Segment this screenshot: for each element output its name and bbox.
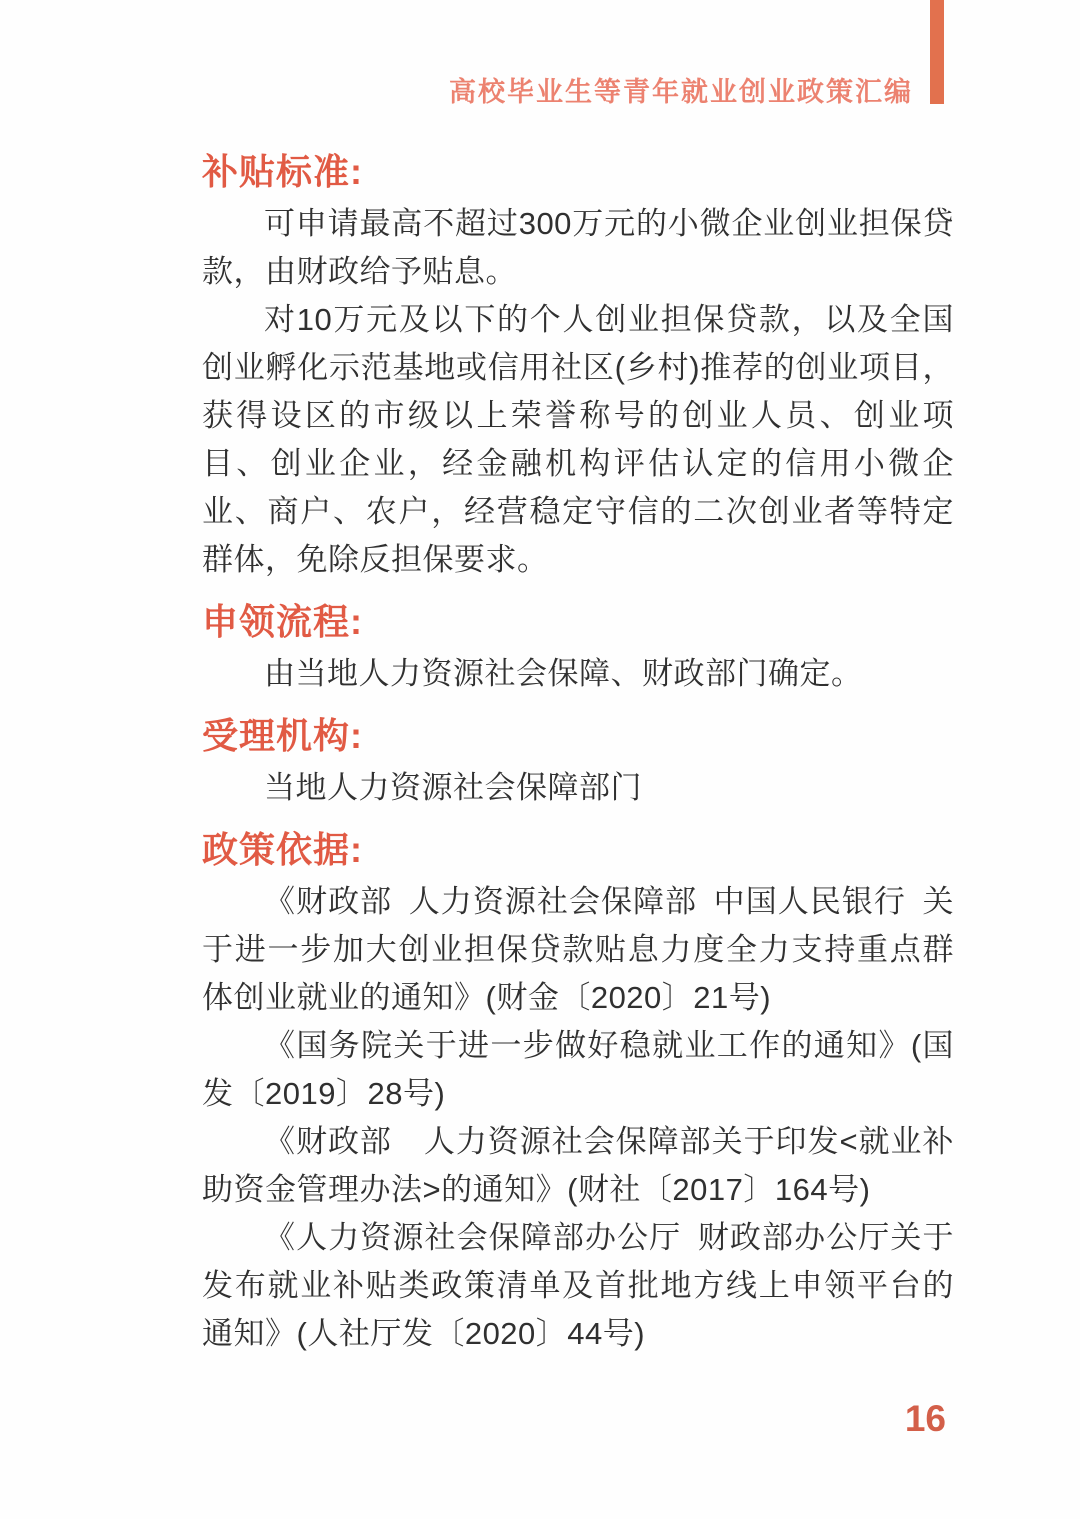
header-accent-bar [930,0,944,104]
header-title: 高校毕业生等青年就业创业政策汇编 [449,77,913,107]
paragraph: 《国务院关于进一步做好稳就业工作的通知》(国发〔2019〕28号) [202,1028,954,1111]
section [202,146,954,584]
paragraph: 可申请最高不超过300万元的小微企业创业担保贷款，由财政给予贴息。 [202,206,954,289]
page-number: 16 [904,1398,946,1439]
paragraph: 《人力资源社会保障部办公厅 财政部办公厅关于发布就业补贴类政策清单及首批地方线上申领平台的通知》(人社厅发〔2020〕44号) [202,1220,954,1351]
section-heading: 政策依据: [202,829,363,870]
paragraph: 对10万元及以下的个人创业担保贷款，以及全国创业孵化示范基地或信用社区(乡村)推荐的创业项目，获得设区的市级以上荣誉称号的创业人员、创业项目、创业企业，经金融机构评估认定的信用小微企业、商户、农户，经营稳定守信的二次创业者等特定群体，免除反担保要求。 [202,302,954,577]
section-heading: 受理机构: [202,715,363,756]
paragraph: 《财政部 人力资源社会保障部 中国人民银行 关于进一步加大创业担保贷款贴息力度全力支持重点群体创业就业的通知》(财金〔2020〕21号) [202,884,954,1015]
section-heading: 申领流程: [202,601,363,642]
paragraph: 当地人力资源社会保障部门 [264,770,642,805]
section-heading: 补贴标准: [202,151,363,192]
section [202,824,954,1358]
paragraph: 由当地人力资源社会保障、财政部门确定。 [264,656,863,691]
document-content [202,134,954,1358]
section [202,596,954,698]
section [202,710,954,812]
paragraph: 《财政部 人力资源社会保障部关于印发<就业补助资金管理办法>的通知》(财社〔2017〕164号) [202,1124,954,1207]
